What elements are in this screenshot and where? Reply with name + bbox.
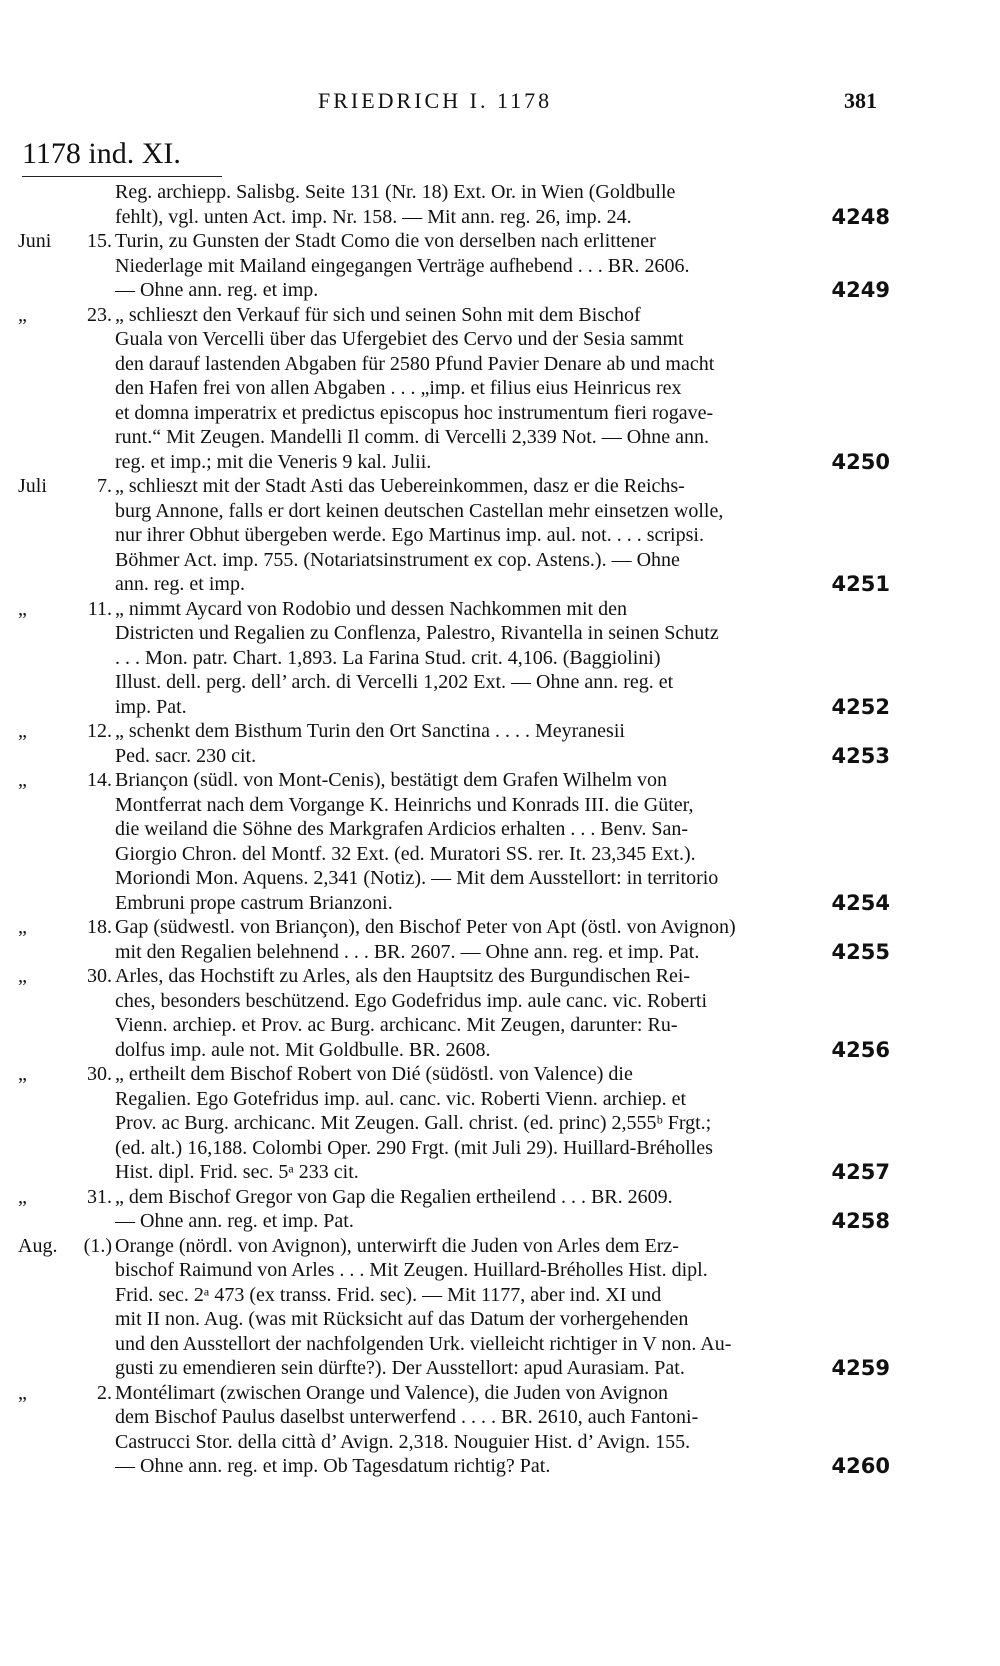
entry-line xyxy=(115,1332,890,1357)
regest-entry xyxy=(0,719,1000,768)
entry-text xyxy=(115,1062,890,1185)
entry-line xyxy=(115,425,890,450)
regest-entry xyxy=(0,964,1000,1062)
entry-line-text: Gap (südwestl. von Briançon), den Bischof Peter von Apt (östl. von Avignon) xyxy=(115,916,736,938)
entry-line xyxy=(115,499,890,524)
entry-line xyxy=(115,695,890,720)
entry-text xyxy=(115,768,890,915)
entry-line-text: „ schlieszt mit der Stadt Asti das Uebereinkommen, dasz er die Reichs- xyxy=(115,475,685,497)
entry-text xyxy=(115,719,890,768)
entry-day: 14. xyxy=(87,769,112,791)
regest-number: 4260 xyxy=(831,1454,890,1478)
entry-text xyxy=(115,303,890,475)
entry-line-text: „ schlieszt den Verkauf für sich und seinen Sohn mit dem Bischof xyxy=(115,303,641,326)
running-title: FRIEDRICH I. 1178 xyxy=(318,88,553,113)
entry-line-text: et domna imperatrix et predictus episcopus hoc instrumentum fieri rogave- xyxy=(115,401,714,424)
entry-line-text: Regalien. Ego Gotefridus imp. aul. canc. vic. Roberti Vienn. archiep. et xyxy=(115,1087,687,1110)
entry-line-text: „ dem Bischof Gregor von Gap die Regalien ertheilend . . . BR. 2609. xyxy=(115,1185,673,1208)
entry-line xyxy=(115,1283,890,1308)
entry-month: „ xyxy=(18,1381,27,1404)
entry-line-text: Castrucci Stor. della città d’ Avign. 2,318. Nouguier Hist. d’ Avign. 155. xyxy=(115,1430,691,1453)
entry-line-text: runt.“ Mit Zeugen. Mandelli Il comm. di Vercelli 2,339 Not. — Ohne ann. xyxy=(115,426,709,448)
entry-line xyxy=(115,1307,890,1332)
entry-line xyxy=(115,1111,890,1136)
entry-day: 30. xyxy=(87,965,112,987)
entry-line-text: Ped. sacr. 230 cit. xyxy=(115,744,257,767)
regest-number: 4255 xyxy=(831,939,890,964)
entry-line xyxy=(115,1185,890,1210)
entry-month: „ xyxy=(18,1185,27,1208)
entry-line xyxy=(115,1087,890,1112)
regest-entry xyxy=(0,1234,1000,1381)
entry-line xyxy=(115,1234,890,1259)
entry-line xyxy=(115,180,890,205)
entry-line xyxy=(115,915,890,940)
regest-number: 4257 xyxy=(831,1160,890,1184)
entry-line xyxy=(115,597,890,622)
regest-entry xyxy=(0,1185,1000,1234)
entry-month: „ xyxy=(18,769,27,791)
entry-line xyxy=(115,719,890,744)
entry-day: 11. xyxy=(87,597,112,620)
entry-line-text: — Ohne ann. reg. et imp. Pat. xyxy=(115,1210,354,1232)
entry-month: Aug. xyxy=(18,1234,58,1257)
entry-line-text: den darauf lastenden Abgaben für 2580 Pfund Pavier Denare ab und macht xyxy=(115,352,715,375)
entry-line xyxy=(115,352,890,377)
entry-line-text: „ schenkt dem Bisthum Turin den Ort Sanctina . . . . Meyranesii xyxy=(115,720,625,742)
regest-entry xyxy=(0,768,1000,915)
entry-line xyxy=(115,1136,890,1161)
entry-text xyxy=(115,964,890,1062)
entry-line xyxy=(115,1381,890,1406)
regest-number: 4254 xyxy=(831,890,890,915)
entry-day: 23. xyxy=(87,303,112,326)
entry-line xyxy=(115,523,890,548)
entry-line xyxy=(115,940,890,965)
entry-line-text: Hist. dipl. Frid. sec. 5ᵃ 233 cit. xyxy=(115,1161,359,1183)
regest-number: 4256 xyxy=(831,1037,890,1062)
regest-number: 4259 xyxy=(831,1356,890,1380)
entry-line-text: den Hafen frei von allen Abgaben . . . „imp. et filius eius Heinricus rex xyxy=(115,377,682,399)
entry-text xyxy=(115,915,890,964)
regest-entry xyxy=(0,229,1000,303)
entry-day: 2. xyxy=(97,1381,112,1404)
entry-line xyxy=(115,891,890,916)
entry-line-text: imp. Pat. xyxy=(115,695,187,718)
entry-line-text: dolfus imp. aule not. Mit Goldbulle. BR. 2608. xyxy=(115,1038,491,1061)
entry-month: „ xyxy=(18,597,27,620)
entry-line-text: Guala von Vercelli über das Ufergebiet des Cervo und der Sesia sammt xyxy=(115,328,684,350)
entry-line-text: reg. et imp.; mit die Veneris 9 kal. Julii. xyxy=(115,450,432,473)
entry-line-text: — Ohne ann. reg. et imp. Ob Tagesdatum richtig? Pat. xyxy=(115,1455,551,1477)
entry-day: 18. xyxy=(87,916,112,938)
entry-line xyxy=(115,866,890,891)
entry-line xyxy=(115,1258,890,1283)
entry-line-text: — Ohne ann. reg. et imp. xyxy=(115,279,319,301)
entry-month: Juni xyxy=(18,230,52,252)
entry-line-text: ches, besonders beschützend. Ego Godefridus imp. aule canc. vic. Roberti xyxy=(115,989,708,1012)
page-number: 381 xyxy=(844,88,877,113)
entry-line-text: mit den Regalien belehnend . . . BR. 2607. — Ohne ann. reg. et imp. Pat. xyxy=(115,940,700,963)
entry-line-text: Giorgio Chron. del Montf. 32 Ext. (ed. Muratori SS. rer. It. 23,345 Ext.). xyxy=(115,842,696,865)
entry-day: 30. xyxy=(87,1063,112,1085)
entry-line xyxy=(115,1160,890,1185)
entry-line xyxy=(115,670,890,695)
entry-text xyxy=(115,1185,890,1234)
entry-line-text: Prov. ac Burg. archicanc. Mit Zeugen. Gall. christ. (ed. princ) 2,555ᵇ Frgt.; xyxy=(115,1112,712,1134)
entry-line xyxy=(115,1430,890,1455)
entry-line-text: bischof Raimund von Arles . . . Mit Zeugen. Huillard-Bréholles Hist. dipl. xyxy=(115,1259,708,1281)
year-heading: 1178 ind. XI. xyxy=(22,137,181,170)
entry-line xyxy=(115,450,890,475)
entry-month: „ xyxy=(18,1063,27,1085)
entry-line xyxy=(115,376,890,401)
entry-text xyxy=(115,597,890,720)
regest-entry xyxy=(0,1381,1000,1479)
entry-line xyxy=(115,1062,890,1087)
entry-line xyxy=(115,1454,890,1479)
entry-line xyxy=(115,1356,890,1381)
entry-line-text: und den Ausstellort der nachfolgenden Urk. vielleicht richtiger in V non. Au- xyxy=(115,1332,732,1355)
entry-line-text: Reg. archiepp. Salisbg. Seite 131 (Nr. 18) Ext. Or. in Wien (Goldbulle xyxy=(115,181,676,203)
entry-month: „ xyxy=(18,720,27,742)
entry-line xyxy=(115,842,890,867)
entry-line-text: Frid. sec. 2ᵃ 473 (ex transs. Frid. sec). — Mit 1177, aber ind. XI und xyxy=(115,1283,662,1306)
entry-line-text: „ ertheilt dem Bischof Robert von Dié (südöstl. von Valence) die xyxy=(115,1063,633,1085)
entry-month: Juli xyxy=(18,475,47,497)
entry-line xyxy=(115,474,890,499)
entry-line xyxy=(115,229,890,254)
entry-line-text: Illust. dell. perg. dell’ arch. di Vercelli 1,202 Ext. — Ohne ann. reg. et xyxy=(115,671,674,693)
entry-month: „ xyxy=(18,916,27,938)
entry-line-text: Turin, zu Gunsten der Stadt Como die von derselben nach erlittener xyxy=(115,230,656,252)
regest-entry xyxy=(0,303,1000,475)
entry-month: „ xyxy=(18,303,27,326)
entry-line-text: Moriondi Mon. Aquens. 2,341 (Notiz). — Mit dem Ausstellort: in territorio xyxy=(115,867,719,889)
entry-line-text: gusti zu emendieren sein dürfte?). Der Ausstellort: apud Aurasiam. Pat. xyxy=(115,1357,685,1379)
regest-number: 4251 xyxy=(831,572,890,596)
entry-text xyxy=(115,1234,890,1381)
regest-number: 4258 xyxy=(831,1209,890,1233)
entry-line-text: burg Annone, falls er dort keinen deutschen Castellan mehr einsetzen wolle, xyxy=(115,499,724,522)
entry-line xyxy=(115,254,890,279)
entry-line xyxy=(115,964,890,989)
regest-entry xyxy=(0,1062,1000,1185)
regest-entry xyxy=(0,597,1000,720)
entry-line xyxy=(115,278,890,303)
entry-line-text: Embruni prope castrum Brianzoni. xyxy=(115,891,393,914)
entry-line-text: Böhmer Act. imp. 755. (Notariatsinstrument ex cop. Astens.). — Ohne xyxy=(115,548,680,571)
regest-number: 4248 xyxy=(831,204,890,229)
entry-line-text: „ nimmt Aycard von Rodobio und dessen Nachkommen mit den xyxy=(115,597,627,620)
entry-line-text: mit II non. Aug. (was mit Rücksicht auf das Datum der vorhergehenden xyxy=(115,1308,689,1330)
regest-entry xyxy=(0,474,1000,597)
entry-text xyxy=(115,229,890,303)
regest-entry xyxy=(0,915,1000,964)
entry-line-text: . . . Mon. patr. Chart. 1,893. La Farina Stud. crit. 4,106. (Baggiolini) xyxy=(115,646,661,669)
entry-line xyxy=(115,768,890,793)
entry-line-text: (ed. alt.) 16,188. Colombi Oper. 290 Frgt. (mit Juli 29). Huillard-Bréholles xyxy=(115,1136,713,1159)
entry-line-text: Districten und Regalien zu Conflenza, Palestro, Rivantella in seinen Schutz xyxy=(115,622,719,644)
entry-day: 7. xyxy=(97,475,112,497)
entry-line-text: Montferrat nach dem Vorgange K. Heinrichs und Konrads III. die Güter, xyxy=(115,793,694,816)
entry-line xyxy=(115,1405,890,1430)
entry-line-text: dem Bischof Paulus daselbst unterwerfend . . . . BR. 2610, auch Fantoni- xyxy=(115,1406,699,1428)
regesta-entries xyxy=(0,180,1000,1479)
entry-line xyxy=(115,572,890,597)
entry-day: 12. xyxy=(87,720,112,742)
entry-line xyxy=(115,548,890,573)
entry-line xyxy=(115,646,890,671)
entry-month: „ xyxy=(18,965,27,987)
entry-line-text: nur ihrer Obhut übergeben werde. Ego Martinus imp. aul. not. . . . scripsi. xyxy=(115,524,704,546)
regest-entry xyxy=(0,180,1000,229)
entry-line-text: Vienn. archiep. et Prov. ac Burg. archicanc. Mit Zeugen, darunter: Ru- xyxy=(115,1014,678,1036)
entry-text xyxy=(115,474,890,597)
regest-number: 4252 xyxy=(831,694,890,719)
entry-line xyxy=(115,793,890,818)
regest-number: 4250 xyxy=(831,449,890,474)
entry-line xyxy=(115,1013,890,1038)
entry-day: (1.) xyxy=(83,1234,112,1257)
entry-day: 15. xyxy=(87,230,112,252)
entry-line-text: Niederlage mit Mailand eingegangen Verträge aufhebend . . . BR. 2606. xyxy=(115,254,690,277)
entry-line-text: Montélimart (zwischen Orange und Valence), die Juden von Avignon xyxy=(115,1381,669,1404)
entry-line xyxy=(115,401,890,426)
year-heading-rule xyxy=(22,176,222,177)
entry-text xyxy=(115,180,890,229)
entry-line xyxy=(115,744,890,769)
entry-line xyxy=(115,817,890,842)
entry-line-text: Briançon (südl. von Mont-Cenis), bestätigt dem Grafen Wilhelm von xyxy=(115,769,668,791)
entry-line xyxy=(115,1209,890,1234)
entry-line-text: die weiland die Söhne des Markgrafen Ardicios erhalten . . . Benv. San- xyxy=(115,818,688,840)
entry-line-text: Arles, das Hochstift zu Arles, als den Hauptsitz des Burgundischen Rei- xyxy=(115,965,691,987)
entry-line xyxy=(115,621,890,646)
regest-number: 4253 xyxy=(831,743,890,768)
entry-day: 31. xyxy=(87,1185,112,1208)
running-head xyxy=(0,88,1000,118)
entry-line xyxy=(115,327,890,352)
entry-text xyxy=(115,1381,890,1479)
entry-line-text: fehlt), vgl. unten Act. imp. Nr. 158. — Mit ann. reg. 26, imp. 24. xyxy=(115,205,632,228)
entry-line xyxy=(115,205,890,230)
regest-number: 4249 xyxy=(831,278,890,302)
entry-line xyxy=(115,1038,890,1063)
entry-line xyxy=(115,303,890,328)
entry-line-text: Orange (nördl. von Avignon), unterwirft die Juden von Arles dem Erz- xyxy=(115,1234,679,1257)
entry-line xyxy=(115,989,890,1014)
entry-line-text: ann. reg. et imp. xyxy=(115,573,245,595)
